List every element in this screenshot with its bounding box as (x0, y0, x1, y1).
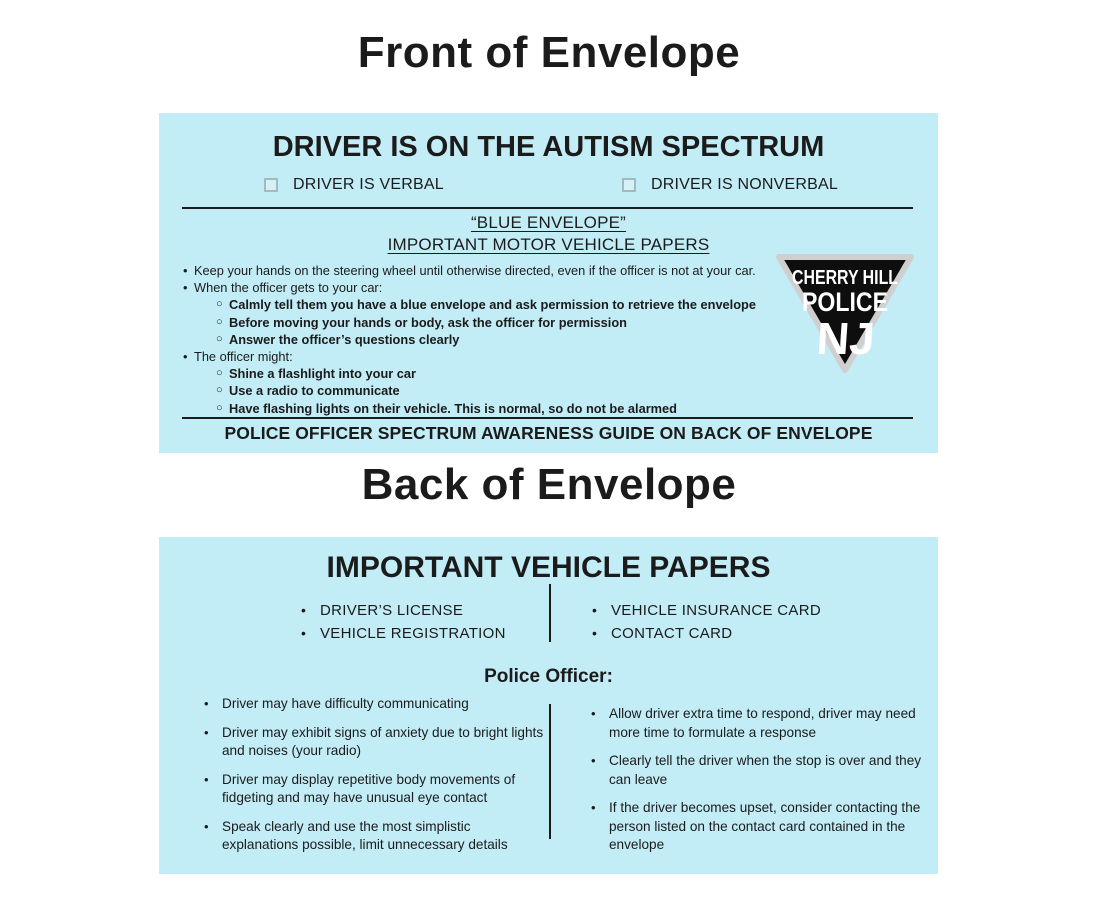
rule-text: Before moving your hands or body, ask the officer for permission (229, 314, 627, 330)
checkbox-row (159, 176, 938, 198)
list-item (591, 752, 933, 789)
vertical-divider (549, 584, 551, 642)
back-envelope-heading: IMPORTANT VEHICLE PAPERS (326, 551, 771, 584)
front-envelope-heading: DRIVER IS ON THE AUTISM SPECTRUM (272, 131, 825, 163)
list-item (592, 622, 821, 645)
motor-vehicle-papers-subheading: IMPORTANT MOTOR VEHICLE PAPERS (387, 235, 710, 254)
front-page-title: Front of Envelope (357, 28, 741, 77)
rule-text: The officer might: (194, 349, 293, 365)
guidance-text: Speak clearly and use the most simplistic explanations possible, limit unnecessary details (222, 818, 508, 852)
back-envelope (159, 537, 938, 874)
rule-text: Calmly tell them you have a blue envelope and ask permission to retrieve the envelope (229, 297, 756, 313)
guidance-text: Driver may have difficulty communicating (222, 696, 469, 711)
bullet-dot-icon: • (204, 771, 209, 787)
list-item (591, 705, 933, 742)
guidance-text: Allow driver extra time to respond, driver may need more time to formulate a response (609, 706, 916, 740)
papers-list-right (592, 599, 821, 645)
list-item (204, 724, 544, 761)
list-item (592, 599, 821, 622)
list-item (204, 771, 544, 808)
bullet-circle-icon: ○ (216, 298, 223, 311)
guidance-text: Clearly tell the driver when the stop is over and they can leave (609, 753, 922, 787)
bullet-dot-icon: • (204, 696, 209, 711)
bullet-dot-icon: • (591, 753, 596, 768)
bullet-circle-icon: ○ (216, 401, 223, 414)
front-footer-note: POLICE OFFICER SPECTRUM AWARENESS GUIDE ON BACK OF ENVELOPE (224, 423, 873, 443)
cherry-hill-police-badge-icon (771, 249, 919, 377)
paper-label: VEHICLE REGISTRATION (320, 625, 506, 642)
sub-list-item (216, 400, 923, 417)
driver-verbal-label: DRIVER IS VERBAL (293, 176, 444, 193)
checkbox-icon[interactable] (622, 178, 636, 192)
list-item (204, 695, 544, 714)
divider-line (182, 207, 913, 209)
rule-text: Shine a flashlight into your car (229, 366, 417, 382)
papers-list-left (301, 599, 506, 645)
bullet-circle-icon: ○ (216, 332, 223, 345)
bullet-dot-icon: • (301, 625, 307, 641)
driver-nonverbal-option (622, 176, 838, 194)
police-officer-heading: Police Officer: (484, 666, 613, 687)
guidance-text: Driver may display repetitive body movements of fidgeting and may have unusual eye contact (222, 771, 516, 805)
list-item (204, 818, 544, 855)
badge-text-line2: POLICE (802, 287, 888, 317)
driver-nonverbal-label: DRIVER IS NONVERBAL (651, 176, 838, 193)
list-item (301, 599, 506, 622)
guidance-text: Driver may exhibit signs of anxiety due to bright lights and noises (your radio) (222, 724, 544, 758)
rule-text: Have flashing lights on their vehicle. This is normal, so do not be alarmed (229, 400, 677, 416)
back-page-title: Back of Envelope (361, 460, 737, 509)
sub-list-item (216, 382, 923, 399)
bullet-dot-icon: • (183, 280, 188, 296)
list-item (591, 799, 933, 855)
list-item (301, 622, 506, 645)
officer-guidance-right-column (591, 705, 933, 865)
bullet-circle-icon: ○ (216, 315, 223, 328)
bullet-dot-icon: • (592, 625, 598, 641)
rule-text: Keep your hands on the steering wheel until otherwise directed, even if the officer is not at your car. (194, 263, 756, 278)
rule-text: When the officer gets to your car: (194, 280, 383, 296)
driver-verbal-option (264, 176, 444, 194)
officer-guidance-left-column (204, 695, 544, 865)
blue-envelope-subheading: “BLUE ENVELOPE” (470, 213, 627, 232)
bullet-circle-icon: ○ (216, 367, 223, 380)
bullet-dot-icon: • (592, 602, 598, 618)
bullet-dot-icon: • (183, 349, 188, 365)
checkbox-icon[interactable] (264, 178, 278, 192)
bullet-dot-icon: • (301, 602, 307, 618)
paper-label: VEHICLE INSURANCE CARD (611, 602, 821, 619)
rule-text: Answer the officer’s questions clearly (229, 331, 460, 347)
bullet-dot-icon: • (591, 706, 596, 721)
paper-label: DRIVER’S LICENSE (320, 602, 464, 619)
paper-label: CONTACT CARD (611, 625, 733, 642)
bullet-circle-icon: ○ (216, 384, 223, 397)
front-envelope (159, 113, 938, 453)
badge-text-line3: NJ (814, 313, 877, 364)
guidance-text: If the driver becomes upset, consider contacting the person listed on the contact card contained in the envelope (609, 800, 921, 852)
vertical-divider (549, 704, 551, 839)
rule-text: Use a radio to communicate (229, 383, 400, 399)
divider-line (182, 417, 913, 419)
bullet-dot-icon: • (204, 818, 209, 834)
bullet-dot-icon: • (204, 724, 209, 740)
bullet-dot-icon: • (183, 263, 188, 278)
bullet-dot-icon: • (591, 800, 596, 815)
badge-text-line1: CHERRY HILL (792, 267, 898, 289)
